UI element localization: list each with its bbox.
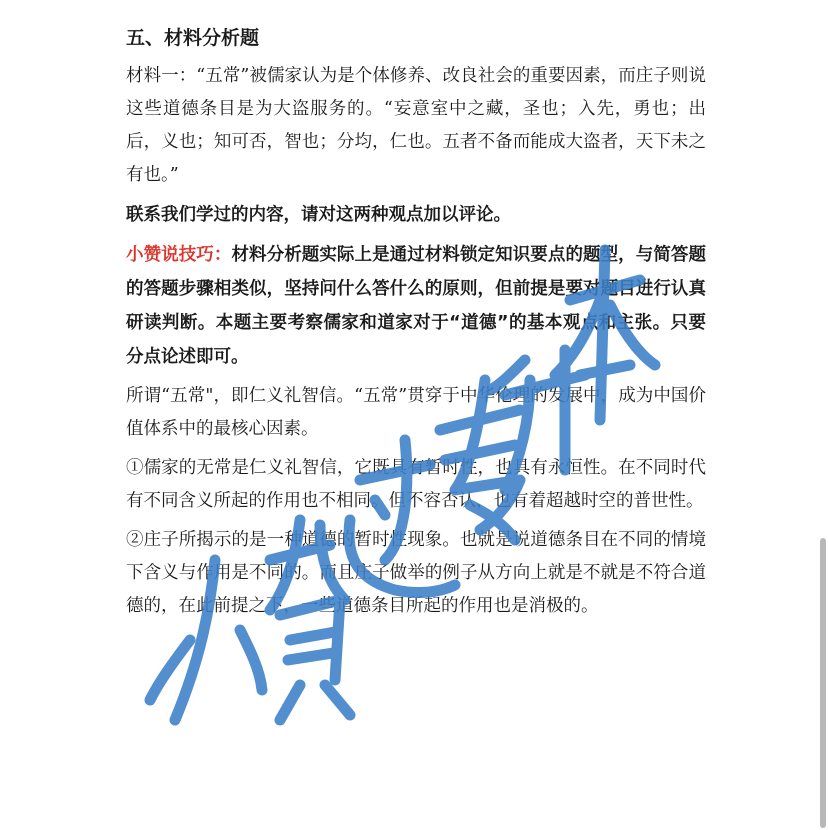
scrollbar-track[interactable] <box>816 0 828 830</box>
question-paragraph: 联系我们学过的内容，请对这两种观点加以评论。 <box>126 205 511 225</box>
tip-paragraph <box>126 238 706 374</box>
tip-label: 小赞说技巧： <box>126 245 232 265</box>
answer-point-1: ①儒家的无常是仁义礼智信，它既具有暂时性，也具有永恒性。在不同时代有不同含义所起的作用也不相同。但不容否认，也有着超越时空的普世性。 <box>126 458 706 511</box>
scrollbar-thumb[interactable] <box>820 538 826 828</box>
document-content <box>126 22 706 629</box>
tip-text: 材料分析题实际上是通过材料锁定知识要点的题型，与简答题的答题步骤相类似，坚持问什么答什么的原则，但前提是要对题目进行认真研读判断。本题主要考察儒家和道家对于“道德”的基本观点和主张。只要分点论述即可。 <box>126 245 706 367</box>
answer-point-2: ②庄子所揭示的是一种道德的暂时性现象。也就是说道德条目在不同的情境下含义与作用是不同的。而且庄子做举的例子从方向上就是不就是不符合道德的，在此前提之下，一些道德条目所起的作用也是消极的。 <box>126 530 706 616</box>
answer-intro: 所谓“五常"，即仁义礼智信。“五常”贯穿于中华伦理的发展中，成为中国价值体系中的最核心因素。 <box>126 386 706 439</box>
material-paragraph: 材料一：“五常”被儒家认为是个体修养、改良社会的重要因素，而庄子则说这些道德条目是为大盗服务的。“妄意室中之藏，圣也；入先，勇也；出后，义也；知可否，智也；分均，仁也。五者不备而能成大盗者，天下未之有也。” <box>126 66 706 185</box>
section-heading: 五、材料分析题 <box>126 27 260 49</box>
